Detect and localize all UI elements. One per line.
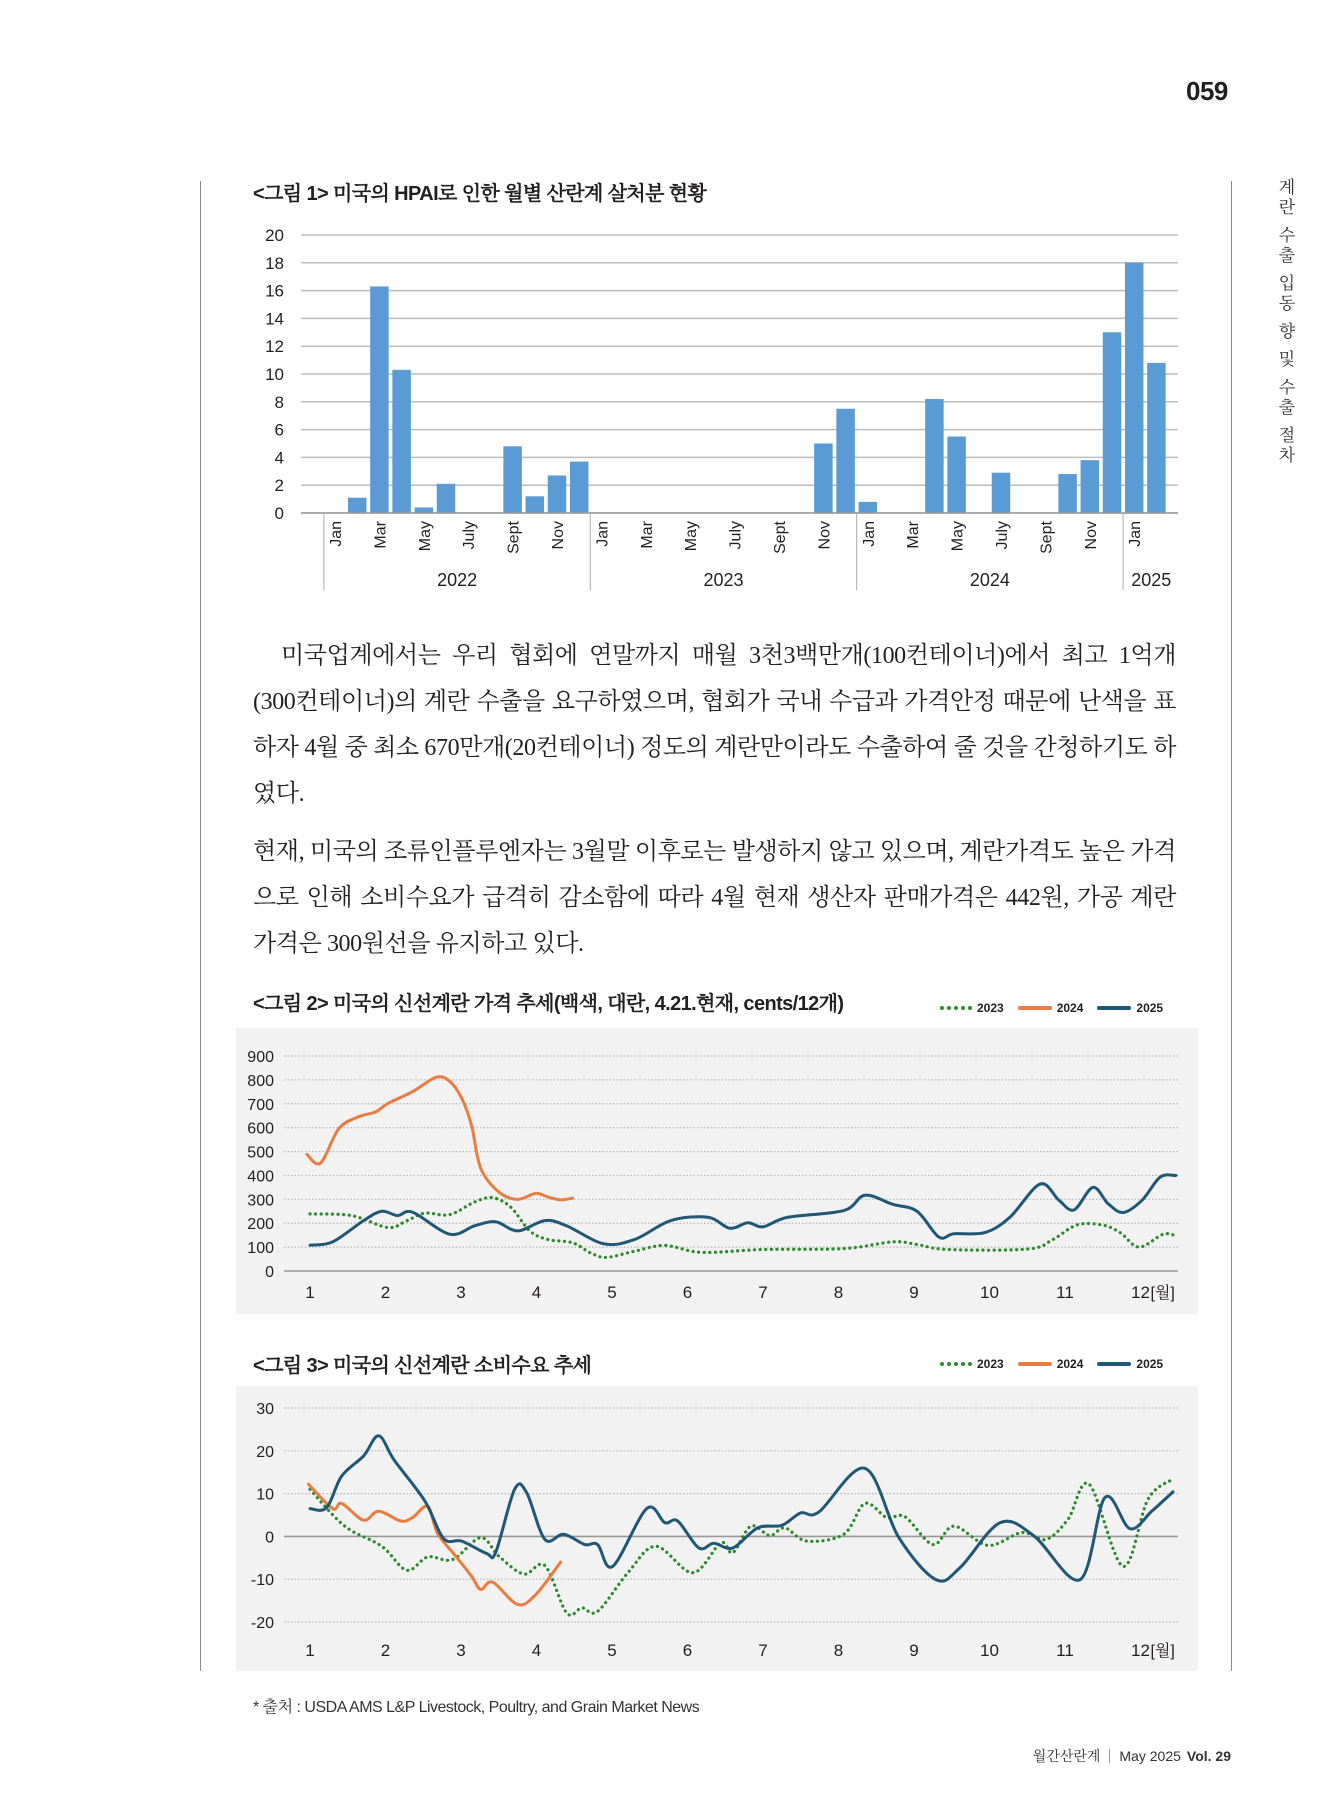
side-title-char: 란	[1278, 198, 1296, 217]
bar	[992, 473, 1011, 513]
y-tick-label: 8	[274, 392, 284, 412]
figure2-title: <그림 2> 미국의 신선계란 가격 추세(백색, 대란, 4.21.현재, cents/12개)	[253, 993, 844, 1015]
y-tick-label: 16	[265, 281, 284, 301]
x-tick-label: 7	[758, 1641, 768, 1660]
bar	[370, 286, 389, 513]
y-tick-label: 500	[247, 1144, 274, 1162]
x-tick-label: 3	[456, 1641, 466, 1660]
x-tick-label: Jan	[328, 521, 345, 547]
y-tick-label: -20	[250, 1615, 274, 1632]
x-tick-label: 9	[909, 1641, 919, 1660]
x-tick-label: 10	[980, 1641, 999, 1660]
x-tick-label: Sept	[505, 521, 523, 554]
bar	[570, 462, 589, 513]
x-tick-label: 11	[1056, 1283, 1074, 1302]
series-line-2023	[310, 1197, 1176, 1257]
paragraph-line: 하자 4월 중 최소 670만개(20컨테이너) 정도의 계란만이라도 수출하여 줄 것을 간청하기도 하	[253, 735, 1176, 761]
y-tick-label: 400	[247, 1168, 274, 1186]
legend-label: 2023	[977, 1001, 1004, 1015]
x-unit-label: [월]	[1150, 1285, 1175, 1302]
side-title-char: 출	[1278, 246, 1296, 265]
y-tick-label: 900	[247, 1049, 274, 1066]
x-tick-label: May	[949, 521, 967, 552]
paragraph-line: 가격은 300원선을 유지하고 있다.	[253, 931, 584, 957]
bar	[526, 496, 545, 513]
paragraph-line: 으로 인해 소비수요가 급격히 감소함에 따라 4월 현재 생산자 판매가격은 442원, 가공 계란	[253, 885, 1176, 911]
x-tick-label: 5	[607, 1283, 617, 1302]
x-tick-label: Nov	[550, 521, 567, 550]
bar	[836, 409, 855, 513]
bar	[437, 484, 456, 513]
x-tick-label: Nov	[1082, 521, 1100, 550]
x-tick-label: Mar	[638, 521, 656, 549]
volume: Vol. 29	[1186, 1748, 1231, 1764]
side-title-char: 계	[1278, 178, 1296, 197]
legend-label: 2023	[977, 1357, 1004, 1371]
bar	[348, 498, 367, 513]
x-tick-label: 10	[980, 1283, 999, 1302]
side-title-char: 출	[1278, 398, 1296, 417]
side-title-char: 향	[1278, 322, 1296, 341]
x-tick-label: 1	[305, 1641, 315, 1660]
paragraph-line: 였다.	[253, 781, 305, 807]
y-tick-label: 10	[256, 1486, 274, 1504]
series-line-2024	[308, 1484, 560, 1605]
y-tick-label: 10	[265, 365, 284, 384]
x-tick-label: 12	[1131, 1283, 1150, 1302]
y-tick-label: 100	[247, 1240, 274, 1258]
y-tick-label: 300	[247, 1192, 274, 1210]
y-tick-label: 800	[247, 1072, 274, 1090]
x-tick-label: 9	[909, 1283, 919, 1302]
x-tick-label: Sept	[772, 521, 789, 554]
x-tick-label: 4	[531, 1283, 542, 1302]
bar	[1103, 332, 1122, 513]
legend-label: 2024	[1056, 1357, 1084, 1371]
side-title-char: 입	[1278, 274, 1296, 293]
x-tick-label: July	[727, 521, 745, 550]
x-tick-label: 7	[758, 1283, 768, 1302]
bar	[1058, 474, 1077, 513]
side-title-char: 수	[1278, 226, 1296, 245]
bar	[503, 446, 521, 513]
x-tick-label: 6	[682, 1283, 693, 1302]
x-tick-label: Nov	[816, 521, 834, 550]
x-tick-label: 11	[1056, 1641, 1074, 1660]
x-tick-label: 3	[456, 1283, 466, 1302]
x-tick-label: Sept	[1038, 521, 1056, 554]
page-number: 059	[1186, 76, 1228, 106]
paragraph-line: 현재, 미국의 조류인플루엔자는 3월말 이후로는 발생하지 않고 있으며, 계란가격도 높은 가격	[253, 839, 1176, 865]
y-tick-label: 200	[247, 1216, 274, 1234]
x-tick-label: Jan	[594, 521, 612, 547]
bar	[548, 475, 567, 513]
year-label: 2024	[969, 570, 1010, 590]
x-tick-label: July	[461, 521, 479, 550]
x-tick-label: 8	[833, 1283, 844, 1302]
x-tick-label: 2	[380, 1283, 391, 1302]
page-footer	[1033, 1746, 1231, 1766]
side-title-char: 절	[1278, 426, 1296, 445]
x-tick-label: 12	[1131, 1641, 1150, 1660]
figure1-title: <그림 1> 미국의 HPAI로 인한 월별 산란계 살처분 현황	[253, 183, 707, 205]
x-tick-label: Jan	[860, 521, 878, 547]
series-line-2024	[307, 1077, 573, 1200]
year-label: 2025	[1131, 570, 1172, 590]
y-tick-label: 18	[265, 253, 284, 273]
paragraph-line: 미국업계에서는 우리 협회에 연말까지 매월 3천3백만개(100컨테이너)에서 최고 1억개	[281, 643, 1176, 669]
year-label: 2022	[437, 570, 478, 590]
side-title-char: 차	[1278, 446, 1296, 465]
y-tick-label: 6	[274, 420, 284, 440]
x-tick-label: 2	[380, 1641, 391, 1660]
side-title-char: 및	[1278, 350, 1296, 369]
magazine-name: 월간산란계	[1032, 1748, 1101, 1764]
x-tick-label: 8	[833, 1641, 844, 1660]
x-tick-label: 5	[607, 1641, 617, 1660]
x-tick-label: May	[416, 521, 434, 552]
footer-separator	[1109, 1749, 1110, 1763]
bar	[1125, 263, 1144, 513]
side-title-char: 수	[1278, 378, 1296, 397]
y-tick-label: 0	[265, 1529, 274, 1547]
x-tick-label: 1	[305, 1283, 315, 1302]
year-label: 2023	[703, 570, 744, 590]
y-tick-label: 0	[265, 1264, 274, 1281]
bar	[925, 399, 944, 513]
x-tick-label: Mar	[372, 521, 390, 549]
y-tick-label: 14	[265, 309, 284, 329]
bar	[415, 507, 434, 513]
y-tick-label: 700	[247, 1096, 274, 1114]
series-line-2025	[310, 1175, 1176, 1245]
x-tick-label: July	[994, 521, 1011, 550]
y-tick-label: 20	[256, 1443, 274, 1461]
bar	[1147, 363, 1166, 513]
legend-label: 2025	[1136, 1357, 1164, 1371]
y-tick-label: 4	[274, 448, 284, 468]
issue-date: May 2025	[1119, 1748, 1181, 1764]
bar	[947, 437, 966, 513]
x-tick-label: May	[683, 521, 701, 552]
x-tick-label: Jan	[1127, 521, 1145, 547]
y-tick-label: 20	[265, 226, 284, 245]
bar	[859, 502, 878, 513]
x-unit-label: [월]	[1150, 1643, 1175, 1660]
x-tick-label: 6	[682, 1641, 693, 1660]
series-line-2025	[310, 1436, 1173, 1581]
x-tick-label: 4	[531, 1641, 542, 1660]
legend-label: 2024	[1056, 1001, 1084, 1015]
bar	[392, 370, 411, 513]
x-tick-label: Mar	[905, 521, 923, 549]
side-title-char: 동	[1278, 294, 1296, 313]
y-tick-label: 600	[247, 1120, 274, 1138]
legend-label: 2025	[1136, 1001, 1164, 1015]
paragraph-line: (300컨테이너)의 계란 수출을 요구하였으며, 협회가 국내 수급과 가격안정 때문에 난색을 표	[253, 689, 1176, 715]
figure3-title: <그림 3> 미국의 신선계란 소비수요 추세	[253, 1355, 592, 1377]
y-tick-label: 30	[256, 1401, 274, 1418]
y-tick-label: -10	[250, 1572, 274, 1590]
bar	[814, 444, 833, 514]
bar	[1081, 460, 1100, 513]
y-tick-label: 12	[265, 337, 284, 357]
y-tick-label: 2	[274, 476, 284, 496]
source-note: * 출처 : USDA AMS L&P Livestock, Poultry, and Grain Market News	[253, 1699, 700, 1716]
y-tick-label: 0	[274, 504, 284, 523]
